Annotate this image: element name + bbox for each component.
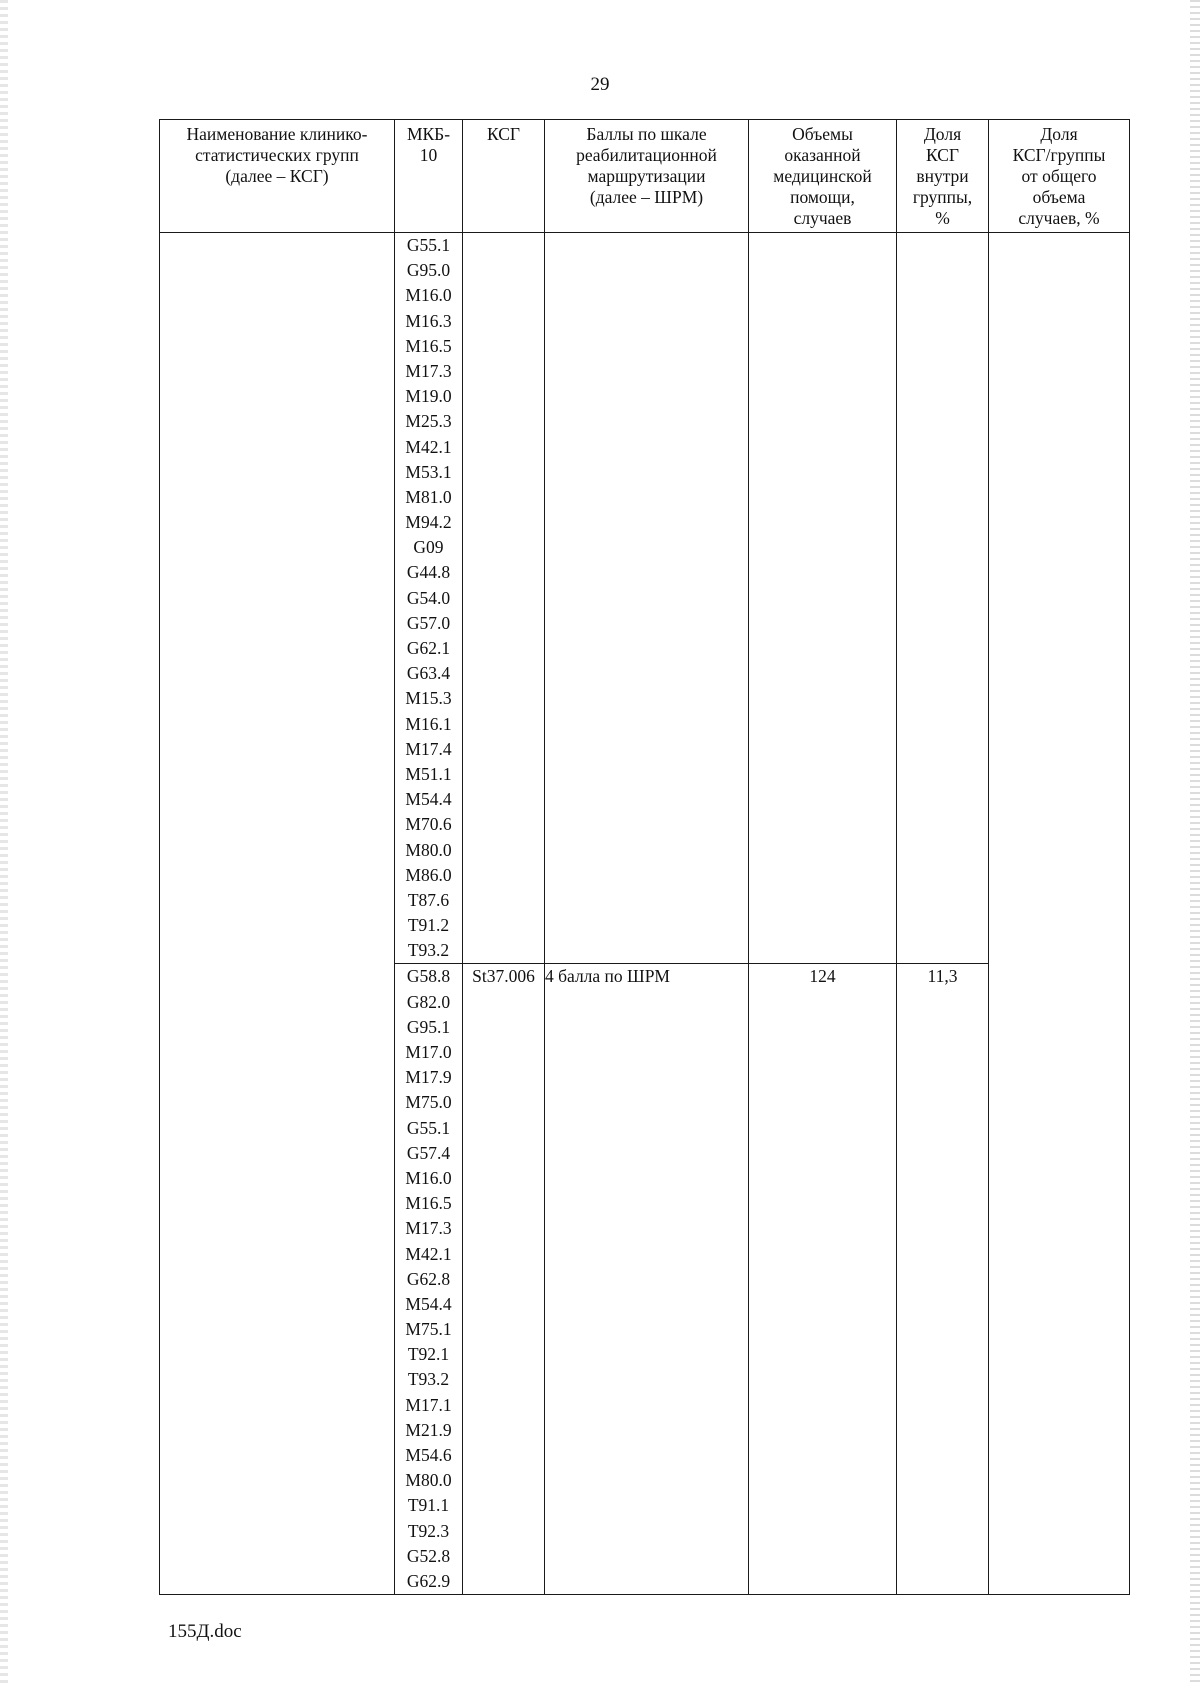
header-share-in-group: Доля КСГ внутри группы, % (897, 120, 989, 233)
mkb-code: M54.4 (405, 1293, 452, 1314)
shrm-cell-block1 (545, 233, 749, 964)
mkb-code: M70.6 (405, 814, 452, 835)
mkb-code: M21.9 (405, 1419, 452, 1440)
mkb-code: M17.0 (405, 1042, 452, 1062)
mkb-code: G54.0 (406, 587, 451, 608)
volume-value: 124 (749, 964, 897, 1595)
mkb-code: M42.1 (405, 1243, 452, 1264)
mkb-code: M15.3 (405, 688, 452, 709)
ksg-code: St37.006 (463, 964, 545, 1595)
mkb-code: G55.1 (406, 235, 451, 255)
share-in-group-cell-block1 (897, 233, 989, 964)
mkb-code: M16.0 (405, 1167, 452, 1188)
mkb-code: M86.0 (405, 864, 452, 885)
mkb-code: G82.0 (406, 991, 451, 1012)
mkb-code: G55.1 (406, 1117, 451, 1138)
mkb-code: M54.4 (405, 789, 452, 810)
mkb-code: M17.4 (405, 738, 452, 759)
header-shrm: Баллы по шкале реабилитационной маршрутизации (далее – ШРМ) (545, 120, 749, 233)
mkb-code: G63.4 (406, 663, 451, 684)
header-mkb: МКБ- 10 (395, 120, 463, 233)
header-volume: Объемы оказанной медицинской помощи, случаев (749, 120, 897, 233)
mkb-code: G95.1 (406, 1016, 451, 1037)
mkb-code: M16.0 (405, 285, 452, 306)
table-header-row (160, 120, 1130, 233)
mkb-code: G57.4 (406, 1142, 451, 1163)
mkb-code: M51.1 (405, 763, 452, 784)
mkb-code: M16.5 (405, 335, 452, 356)
mkb-code: M75.1 (405, 1319, 452, 1340)
footer-filename: 155Д.doc (168, 1621, 242, 1642)
mkb-code: M81.0 (405, 486, 452, 507)
mkb-code: M17.1 (405, 1394, 452, 1415)
share-in-group-value: 11,3 (897, 964, 989, 1595)
scan-edge-left (0, 0, 8, 1686)
mkb-code: G62.1 (406, 638, 451, 658)
shrm-score: 4 балла по ШРМ (545, 964, 749, 1595)
mkb-code: G62.9 (406, 1570, 451, 1591)
name-cell (160, 233, 395, 1595)
page-number: 29 (590, 74, 610, 95)
mkb-code: M75.0 (405, 1092, 452, 1113)
mkb-code: T87.6 (407, 889, 450, 910)
mkb-code: G62.8 (406, 1268, 451, 1289)
header-ksg: КСГ (463, 120, 545, 233)
mkb-code: M16.1 (405, 713, 452, 734)
mkb-codes-block2 (395, 964, 463, 1595)
mkb-code: T93.2 (407, 940, 450, 961)
mkb-code: G95.0 (406, 260, 451, 281)
mkb-code: M16.5 (405, 1193, 452, 1214)
mkb-code: M54.6 (405, 1445, 452, 1465)
ksg-table (159, 119, 1130, 1595)
mkb-code: G57.0 (406, 612, 451, 633)
ksg-cell-block1 (463, 233, 545, 964)
mkb-code: G58.8 (406, 966, 451, 987)
scan-edge-right (1190, 0, 1200, 1686)
mkb-code: G44.8 (406, 562, 451, 583)
table-row-block1 (160, 233, 1130, 964)
mkb-code: G09 (413, 537, 444, 558)
header-name: Наименование клинико- статистических групп (далее – КСГ) (160, 120, 395, 233)
mkb-code: M17.3 (405, 1218, 452, 1239)
mkb-code: M17.9 (405, 1067, 452, 1088)
mkb-code: M53.1 (405, 461, 452, 482)
mkb-code: T91.1 (407, 1495, 450, 1516)
mkb-code: M80.0 (405, 839, 452, 860)
mkb-code: T91.2 (407, 915, 450, 936)
mkb-code: G52.8 (406, 1545, 451, 1566)
header-share-total: Доля КСГ/группы от общего объема случаев, % (989, 120, 1130, 233)
mkb-code: M42.1 (405, 436, 452, 457)
share-total-cell (989, 233, 1130, 1595)
mkb-code: T92.3 (407, 1520, 450, 1541)
mkb-code: M80.0 (405, 1470, 452, 1491)
mkb-code: M94.2 (405, 512, 452, 533)
mkb-code: M25.3 (405, 411, 452, 432)
mkb-code: T93.2 (407, 1369, 450, 1390)
volume-cell-block1 (749, 233, 897, 964)
mkb-code: M19.0 (405, 386, 452, 407)
mkb-codes-block1 (395, 233, 463, 964)
mkb-code: T92.1 (407, 1344, 450, 1365)
mkb-code: M17.3 (405, 360, 452, 381)
mkb-code: M16.3 (405, 310, 452, 331)
